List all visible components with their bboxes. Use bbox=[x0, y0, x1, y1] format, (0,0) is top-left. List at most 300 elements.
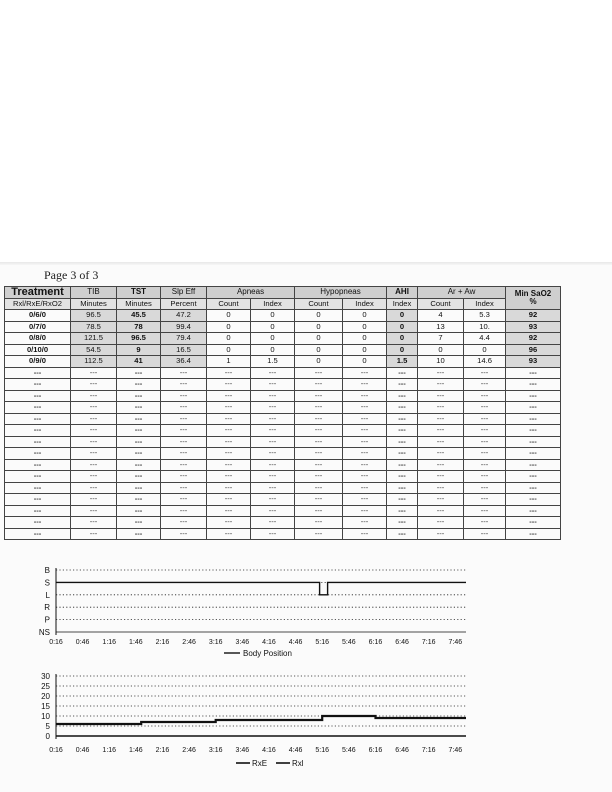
apneas-count-cell: --- bbox=[207, 402, 251, 414]
col-tst-header: TST bbox=[117, 287, 161, 299]
body-position-chart bbox=[30, 562, 480, 664]
apneas-index-cell: 0 bbox=[251, 344, 295, 356]
apneas-index-cell: --- bbox=[251, 528, 295, 540]
table-row bbox=[5, 321, 561, 333]
apneas-count-cell: --- bbox=[207, 471, 251, 483]
x-tick-label: 1:16 bbox=[102, 639, 117, 646]
treatment-cell: --- bbox=[5, 413, 71, 425]
x-tick-label: 6:46 bbox=[395, 747, 409, 754]
arousals-index-cell: --- bbox=[464, 436, 506, 448]
arousals-count-cell: --- bbox=[418, 390, 464, 402]
table-row-empty bbox=[5, 379, 561, 391]
arousals-count-cell: 10 bbox=[418, 356, 464, 368]
tst-cell: 41 bbox=[117, 356, 161, 368]
arousals-count-cell: --- bbox=[418, 379, 464, 391]
treatment-cell: --- bbox=[5, 528, 71, 540]
tst-cell: --- bbox=[117, 390, 161, 402]
slp-eff-cell: --- bbox=[161, 494, 207, 506]
arousals-count-cell: --- bbox=[418, 413, 464, 425]
ahi-cell: 0 bbox=[387, 333, 418, 345]
table-row-empty bbox=[5, 402, 561, 414]
hypopneas-index-cell: --- bbox=[343, 494, 387, 506]
slp-eff-cell: --- bbox=[161, 402, 207, 414]
tst-cell: --- bbox=[117, 379, 161, 391]
arousals-count-cell: 7 bbox=[418, 333, 464, 345]
tib-cell: --- bbox=[71, 517, 117, 529]
tib-subheader: Minutes bbox=[71, 298, 117, 310]
min-sao2-cell: --- bbox=[506, 528, 561, 540]
x-tick-label: 5:16 bbox=[315, 639, 330, 646]
table-row bbox=[5, 310, 561, 322]
arousals-count-cell: --- bbox=[418, 517, 464, 529]
apneas-count-cell: --- bbox=[207, 448, 251, 460]
ahi-cell: 0 bbox=[387, 344, 418, 356]
ahi-cell: --- bbox=[387, 379, 418, 391]
ahi-cell: --- bbox=[387, 471, 418, 483]
treatment-cell: --- bbox=[5, 471, 71, 483]
tst-cell: --- bbox=[117, 459, 161, 471]
arousals-index-cell: --- bbox=[464, 413, 506, 425]
slp-eff-cell: --- bbox=[161, 528, 207, 540]
ahi-cell: --- bbox=[387, 517, 418, 529]
apneas-count-cell: --- bbox=[207, 390, 251, 402]
x-tick-label: 3:46 bbox=[235, 747, 250, 754]
header-row-units bbox=[5, 298, 561, 310]
arousals-index-cell: 5.3 bbox=[464, 310, 506, 322]
tib-cell: --- bbox=[71, 413, 117, 425]
apneas-index-cell: --- bbox=[251, 425, 295, 437]
ahi-index-subheader: Index bbox=[387, 298, 418, 310]
apneas-count-cell: --- bbox=[207, 482, 251, 494]
hypopneas-count-cell: --- bbox=[295, 494, 343, 506]
y-tick-label: 30 bbox=[41, 672, 50, 681]
hypopneas-index-cell: 0 bbox=[343, 356, 387, 368]
table-row-empty bbox=[5, 482, 561, 494]
treatment-cell: --- bbox=[5, 482, 71, 494]
apneas-count-cell: 0 bbox=[207, 321, 251, 333]
hypopneas-count-cell: --- bbox=[295, 471, 343, 483]
x-tick-label: 2:16 bbox=[155, 747, 170, 754]
tib-cell: --- bbox=[71, 379, 117, 391]
x-tick-label: 2:46 bbox=[182, 747, 196, 754]
slp-eff-cell: 36.4 bbox=[161, 356, 207, 368]
body-position-chart-svg bbox=[30, 562, 480, 664]
slp-eff-cell: 79.4 bbox=[161, 333, 207, 345]
hypopneas-count-cell: --- bbox=[295, 413, 343, 425]
table-row-empty bbox=[5, 390, 561, 402]
slp-eff-cell: --- bbox=[161, 425, 207, 437]
hypopneas-count-cell: --- bbox=[295, 379, 343, 391]
ahi-cell: --- bbox=[387, 367, 418, 379]
x-tick-label: 4:16 bbox=[262, 639, 276, 646]
ahi-cell: --- bbox=[387, 459, 418, 471]
min-sao2-cell: --- bbox=[506, 459, 561, 471]
arousals-count-subheader: Count bbox=[418, 298, 464, 310]
apneas-group-header: Apneas bbox=[207, 287, 295, 299]
apneas-index-cell: 0 bbox=[251, 321, 295, 333]
min-sao2-cell: --- bbox=[506, 517, 561, 529]
treatment-cell: --- bbox=[5, 425, 71, 437]
min-sao2-cell: 96 bbox=[506, 344, 561, 356]
table-row-empty bbox=[5, 448, 561, 460]
hypopneas-index-cell: 0 bbox=[343, 310, 387, 322]
min-sao2-cell: 92 bbox=[506, 310, 561, 322]
ahi-cell: --- bbox=[387, 482, 418, 494]
hypopneas-index-cell: --- bbox=[343, 505, 387, 517]
arousals-count-cell: 0 bbox=[418, 344, 464, 356]
min-sao2-cell: 93 bbox=[506, 356, 561, 368]
tib-cell: 121.5 bbox=[71, 333, 117, 345]
apneas-count-cell: --- bbox=[207, 528, 251, 540]
arousals-index-cell: --- bbox=[464, 528, 506, 540]
apneas-index-cell: 1.5 bbox=[251, 356, 295, 368]
apneas-index-cell: --- bbox=[251, 402, 295, 414]
arousals-index-cell: 10. bbox=[464, 321, 506, 333]
tst-cell: --- bbox=[117, 494, 161, 506]
treatment-cell: 0/10/0 bbox=[5, 344, 71, 356]
col-treatment-header: Treatment bbox=[5, 287, 71, 299]
table-row-empty bbox=[5, 367, 561, 379]
hypopneas-index-cell: --- bbox=[343, 459, 387, 471]
x-tick-label: 4:46 bbox=[288, 747, 303, 754]
hypopneas-index-cell: 0 bbox=[343, 321, 387, 333]
x-tick-label: 5:16 bbox=[315, 747, 330, 754]
x-tick-label: 0:16 bbox=[49, 639, 63, 646]
min-sao2-cell: --- bbox=[506, 402, 561, 414]
y-tick-label: P bbox=[44, 615, 50, 625]
hypopneas-index-cell: --- bbox=[343, 379, 387, 391]
tst-cell: 96.5 bbox=[117, 333, 161, 345]
arousals-index-cell: --- bbox=[464, 517, 506, 529]
hypopneas-index-cell: --- bbox=[343, 367, 387, 379]
y-tick-label: S bbox=[44, 578, 50, 588]
x-tick-label: 7:46 bbox=[448, 639, 463, 646]
apneas-count-subheader: Count bbox=[207, 298, 251, 310]
hypopneas-count-cell: --- bbox=[295, 436, 343, 448]
ahi-cell: 0 bbox=[387, 310, 418, 322]
arousals-index-cell: --- bbox=[464, 494, 506, 506]
table-row-empty bbox=[5, 505, 561, 517]
hypopneas-index-cell: 0 bbox=[343, 344, 387, 356]
table-row-empty bbox=[5, 517, 561, 529]
arousals-index-subheader: Index bbox=[464, 298, 506, 310]
ahi-cell: --- bbox=[387, 494, 418, 506]
hypopneas-index-cell: --- bbox=[343, 402, 387, 414]
arousals-index-cell: 14.6 bbox=[464, 356, 506, 368]
tib-cell: --- bbox=[71, 528, 117, 540]
hypopneas-count-cell: 0 bbox=[295, 344, 343, 356]
arousals-count-cell: --- bbox=[418, 459, 464, 471]
tst-cell: --- bbox=[117, 482, 161, 494]
tib-cell: 112.5 bbox=[71, 356, 117, 368]
pressure-chart-svg bbox=[30, 670, 480, 778]
apneas-index-cell: --- bbox=[251, 459, 295, 471]
apneas-index-cell: 0 bbox=[251, 333, 295, 345]
min-sao2-cell: --- bbox=[506, 425, 561, 437]
y-tick-label: 0 bbox=[45, 732, 50, 741]
x-tick-label: 2:46 bbox=[182, 639, 196, 646]
tib-cell: --- bbox=[71, 367, 117, 379]
tib-cell: --- bbox=[71, 482, 117, 494]
slp-eff-cell: --- bbox=[161, 448, 207, 460]
x-tick-label: 0:46 bbox=[75, 747, 90, 754]
min-sao2-cell: --- bbox=[506, 436, 561, 448]
min-sao2-cell: --- bbox=[506, 482, 561, 494]
arousals-index-cell: --- bbox=[464, 482, 506, 494]
treatment-cell: 0/8/0 bbox=[5, 333, 71, 345]
treatment-cell: --- bbox=[5, 494, 71, 506]
tst-cell: --- bbox=[117, 528, 161, 540]
table-row bbox=[5, 356, 561, 368]
body-position-line bbox=[56, 582, 466, 594]
tib-cell: --- bbox=[71, 471, 117, 483]
x-tick-label: 7:16 bbox=[421, 747, 436, 754]
y-tick-label: B bbox=[44, 566, 50, 575]
treatment-summary-table bbox=[4, 286, 561, 540]
y-tick-label: R bbox=[44, 603, 50, 613]
tib-cell: --- bbox=[71, 425, 117, 437]
arousals-count-cell: --- bbox=[418, 505, 464, 517]
hypopneas-index-cell: --- bbox=[343, 425, 387, 437]
arousals-index-cell: --- bbox=[464, 367, 506, 379]
arousals-index-cell: 0 bbox=[464, 344, 506, 356]
tib-cell: --- bbox=[71, 505, 117, 517]
slp-eff-cell: --- bbox=[161, 517, 207, 529]
tst-cell: --- bbox=[117, 425, 161, 437]
min-sao2-cell: --- bbox=[506, 379, 561, 391]
treatment-cell: 0/7/0 bbox=[5, 321, 71, 333]
tib-cell: 78.5 bbox=[71, 321, 117, 333]
tib-cell: --- bbox=[71, 436, 117, 448]
apneas-index-cell: --- bbox=[251, 494, 295, 506]
apneas-count-cell: --- bbox=[207, 436, 251, 448]
arousals-index-cell: --- bbox=[464, 448, 506, 460]
table-row-empty bbox=[5, 471, 561, 483]
tst-cell: --- bbox=[117, 471, 161, 483]
treatment-cell: --- bbox=[5, 436, 71, 448]
arousals-count-cell: --- bbox=[418, 425, 464, 437]
tst-cell: --- bbox=[117, 367, 161, 379]
hypopneas-index-cell: --- bbox=[343, 528, 387, 540]
x-tick-label: 0:16 bbox=[49, 747, 63, 754]
header-row-groups bbox=[5, 287, 561, 299]
min-sao2-cell: 92 bbox=[506, 333, 561, 345]
ahi-cell: --- bbox=[387, 402, 418, 414]
x-tick-label: 6:16 bbox=[368, 747, 383, 754]
x-tick-label: 5:46 bbox=[342, 639, 356, 646]
apneas-index-subheader: Index bbox=[251, 298, 295, 310]
hypopneas-index-cell: --- bbox=[343, 482, 387, 494]
min-sao2-cell: --- bbox=[506, 494, 561, 506]
arousals-count-cell: --- bbox=[418, 494, 464, 506]
x-tick-label: 1:46 bbox=[129, 639, 143, 646]
col-tib-header: TIB bbox=[71, 287, 117, 299]
tst-cell: 9 bbox=[117, 344, 161, 356]
y-tick-label: 10 bbox=[41, 712, 50, 721]
treatment-cell: --- bbox=[5, 390, 71, 402]
x-tick-label: 7:46 bbox=[448, 747, 463, 754]
hypopneas-count-cell: --- bbox=[295, 459, 343, 471]
hypopneas-count-cell: --- bbox=[295, 528, 343, 540]
arousals-index-cell: --- bbox=[464, 379, 506, 391]
apneas-index-cell: --- bbox=[251, 436, 295, 448]
table-row bbox=[5, 333, 561, 345]
apneas-count-cell: 0 bbox=[207, 333, 251, 345]
y-tick-label: L bbox=[45, 590, 50, 600]
x-tick-label: 1:16 bbox=[102, 747, 117, 754]
hypopneas-count-cell: --- bbox=[295, 505, 343, 517]
tst-cell: --- bbox=[117, 448, 161, 460]
apneas-count-cell: --- bbox=[207, 505, 251, 517]
ahi-cell: --- bbox=[387, 413, 418, 425]
arousals-count-cell: 13 bbox=[418, 321, 464, 333]
hypopneas-count-cell: --- bbox=[295, 367, 343, 379]
apneas-count-cell: --- bbox=[207, 517, 251, 529]
hypopneas-count-cell: 0 bbox=[295, 310, 343, 322]
y-tick-label: 5 bbox=[45, 722, 50, 731]
apneas-index-cell: --- bbox=[251, 367, 295, 379]
treatment-cell: --- bbox=[5, 367, 71, 379]
apneas-count-cell: --- bbox=[207, 367, 251, 379]
min-sao2-cell: 93 bbox=[506, 321, 561, 333]
tib-cell: --- bbox=[71, 390, 117, 402]
min-sao2-title: Min SaO2 bbox=[514, 288, 552, 298]
treatment-cell: 0/6/0 bbox=[5, 310, 71, 322]
tst-subheader: Minutes bbox=[117, 298, 161, 310]
hypopneas-count-cell: 0 bbox=[295, 333, 343, 345]
hypopneas-group-header: Hypopneas bbox=[295, 287, 387, 299]
ahi-cell: --- bbox=[387, 436, 418, 448]
x-tick-label: 0:46 bbox=[75, 639, 90, 646]
min-sao2-header bbox=[506, 287, 561, 310]
min-sao2-unit: % bbox=[529, 297, 537, 306]
apneas-index-cell: --- bbox=[251, 448, 295, 460]
arousals-count-cell: 4 bbox=[418, 310, 464, 322]
apneas-count-cell: --- bbox=[207, 494, 251, 506]
table-row-empty bbox=[5, 413, 561, 425]
treatment-cell: --- bbox=[5, 379, 71, 391]
apneas-index-cell: --- bbox=[251, 471, 295, 483]
hypopneas-count-cell: --- bbox=[295, 482, 343, 494]
x-tick-label: 6:16 bbox=[368, 639, 383, 646]
tib-cell: --- bbox=[71, 402, 117, 414]
tst-cell: --- bbox=[117, 413, 161, 425]
treatment-subheader: Rxl/RxE/RxO2 bbox=[5, 298, 71, 310]
arousals-index-cell: --- bbox=[464, 505, 506, 517]
ahi-cell: --- bbox=[387, 505, 418, 517]
table-row-empty bbox=[5, 459, 561, 471]
tst-cell: --- bbox=[117, 517, 161, 529]
y-tick-label: NS bbox=[38, 628, 50, 637]
hypopneas-index-cell: 0 bbox=[343, 333, 387, 345]
hypopneas-index-cell: --- bbox=[343, 390, 387, 402]
x-tick-label: 3:16 bbox=[208, 639, 223, 646]
min-sao2-cell: --- bbox=[506, 505, 561, 517]
tib-cell: 96.5 bbox=[71, 310, 117, 322]
arousals-index-cell: 4.4 bbox=[464, 333, 506, 345]
hypopneas-count-cell: --- bbox=[295, 425, 343, 437]
treatment-cell: --- bbox=[5, 459, 71, 471]
tib-cell: --- bbox=[71, 494, 117, 506]
rxe-line bbox=[56, 716, 466, 724]
min-sao2-cell: --- bbox=[506, 390, 561, 402]
slp-eff-cell: 47.2 bbox=[161, 310, 207, 322]
arousals-index-cell: --- bbox=[464, 459, 506, 471]
min-sao2-cell: --- bbox=[506, 367, 561, 379]
apneas-index-cell: --- bbox=[251, 505, 295, 517]
hypopneas-count-cell: 0 bbox=[295, 356, 343, 368]
apneas-count-cell: --- bbox=[207, 379, 251, 391]
treatment-cell: --- bbox=[5, 517, 71, 529]
x-tick-label: 3:16 bbox=[208, 747, 223, 754]
apneas-index-cell: --- bbox=[251, 413, 295, 425]
hypopneas-index-cell: --- bbox=[343, 517, 387, 529]
hypopneas-count-cell: --- bbox=[295, 402, 343, 414]
slp-eff-cell: --- bbox=[161, 505, 207, 517]
y-tick-label: 20 bbox=[41, 692, 50, 701]
legend-label-rxl: Rxl bbox=[292, 759, 304, 768]
arousals-index-cell: --- bbox=[464, 390, 506, 402]
ahi-cell: --- bbox=[387, 425, 418, 437]
arousals-count-cell: --- bbox=[418, 436, 464, 448]
hypopneas-index-cell: --- bbox=[343, 436, 387, 448]
apneas-index-cell: --- bbox=[251, 517, 295, 529]
apneas-index-cell: 0 bbox=[251, 310, 295, 322]
tst-cell: 45.5 bbox=[117, 310, 161, 322]
x-tick-label: 3:46 bbox=[235, 639, 250, 646]
arousals-count-cell: --- bbox=[418, 528, 464, 540]
apneas-index-cell: --- bbox=[251, 390, 295, 402]
table-row-empty bbox=[5, 436, 561, 448]
slp-eff-subheader: Percent bbox=[161, 298, 207, 310]
tib-cell: --- bbox=[71, 459, 117, 471]
ahi-cell: 0 bbox=[387, 321, 418, 333]
min-sao2-cell: --- bbox=[506, 471, 561, 483]
slp-eff-cell: --- bbox=[161, 390, 207, 402]
apneas-count-cell: --- bbox=[207, 459, 251, 471]
arousals-count-cell: --- bbox=[418, 367, 464, 379]
page-number: Page 3 of 3 bbox=[44, 268, 99, 282]
apneas-count-cell: --- bbox=[207, 413, 251, 425]
ahi-header: AHI bbox=[387, 287, 418, 299]
treatment-cell: --- bbox=[5, 402, 71, 414]
ahi-cell: --- bbox=[387, 528, 418, 540]
ahi-cell: --- bbox=[387, 390, 418, 402]
hypopneas-count-cell: 0 bbox=[295, 321, 343, 333]
slp-eff-cell: --- bbox=[161, 459, 207, 471]
slp-eff-cell: --- bbox=[161, 471, 207, 483]
hypopneas-count-subheader: Count bbox=[295, 298, 343, 310]
hypopneas-index-cell: --- bbox=[343, 448, 387, 460]
x-tick-label: 4:46 bbox=[288, 639, 303, 646]
tst-cell: --- bbox=[117, 436, 161, 448]
hypopneas-count-cell: --- bbox=[295, 448, 343, 460]
legend-label: Body Position bbox=[243, 649, 292, 658]
x-tick-label: 7:16 bbox=[421, 639, 436, 646]
hypopneas-count-cell: --- bbox=[295, 390, 343, 402]
table-row-empty bbox=[5, 528, 561, 540]
arousals-count-cell: --- bbox=[418, 402, 464, 414]
ahi-cell: --- bbox=[387, 448, 418, 460]
apneas-count-cell: --- bbox=[207, 425, 251, 437]
x-tick-label: 6:46 bbox=[395, 639, 409, 646]
apneas-count-cell: 0 bbox=[207, 344, 251, 356]
arousals-group-header: Ar + Aw bbox=[418, 287, 506, 299]
treatment-cell: --- bbox=[5, 448, 71, 460]
tst-cell: --- bbox=[117, 505, 161, 517]
arousals-index-cell: --- bbox=[464, 425, 506, 437]
slp-eff-cell: --- bbox=[161, 413, 207, 425]
